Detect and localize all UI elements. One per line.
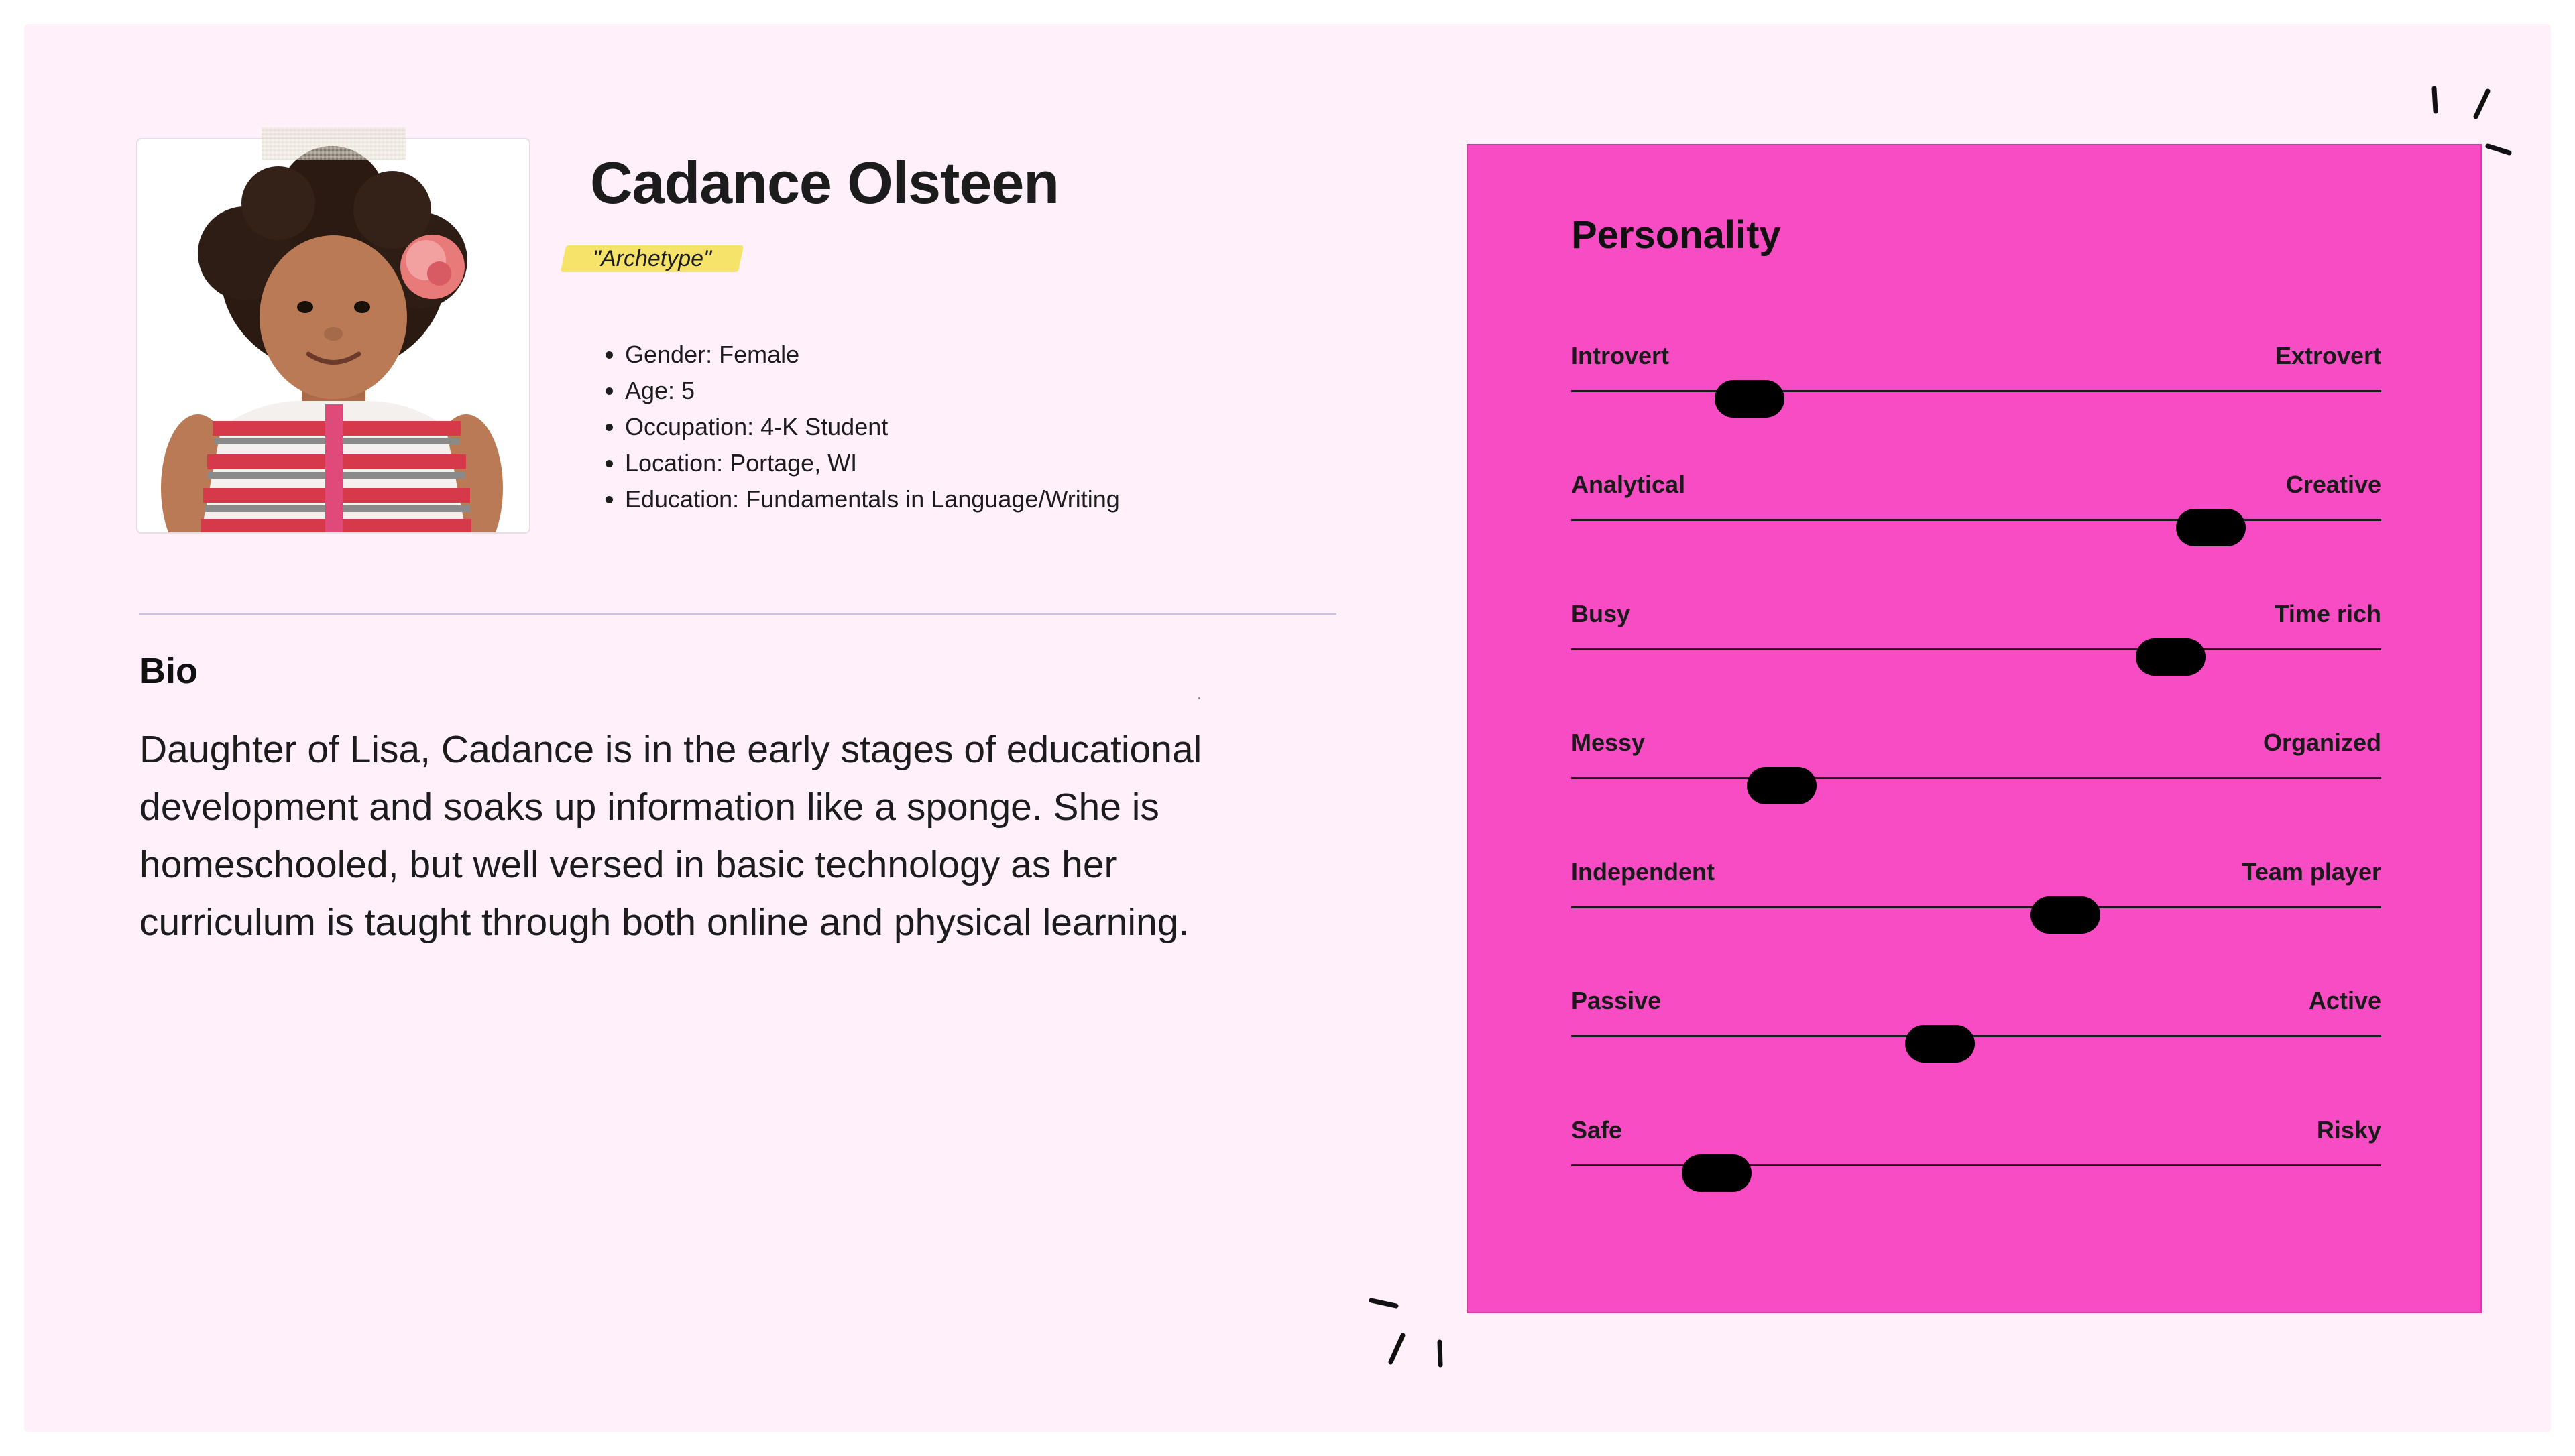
fact-education: • Education: Fundamentals in Language/Writing xyxy=(625,481,1120,518)
slider-track xyxy=(1571,519,2381,521)
slider-knob[interactable] xyxy=(1682,1154,1752,1192)
trait-left-label: Introvert xyxy=(1571,342,1670,369)
slider-knob[interactable] xyxy=(1905,1025,1975,1063)
slider-track xyxy=(1571,1035,2381,1037)
trait-right-label: Organized xyxy=(2263,729,2381,756)
trait-right-label: Time rich xyxy=(2274,600,2381,627)
trait-slider-passive-active xyxy=(1571,987,2381,1060)
sparkle-doodle-top-right xyxy=(2414,74,2548,168)
slider-knob[interactable] xyxy=(2030,896,2100,934)
persona-name: Cadance Olsteen xyxy=(590,149,1060,216)
trait-right-label: Active xyxy=(2308,987,2381,1014)
trait-slider-independent-team-player xyxy=(1571,858,2381,932)
persona-facts-list xyxy=(601,337,1120,518)
trait-left-label: Safe xyxy=(1571,1116,1623,1144)
slider-knob[interactable] xyxy=(2136,638,2206,676)
fact-age: • Age: 5 xyxy=(625,373,1120,409)
sparkle-doodle-bottom-left xyxy=(1361,1287,1469,1381)
trait-right-label: Team player xyxy=(2242,858,2381,886)
slider-track xyxy=(1571,777,2381,779)
trait-left-label: Independent xyxy=(1571,858,1715,886)
archetype-tag xyxy=(561,245,744,272)
trait-right-label: Creative xyxy=(2285,471,2381,498)
trait-left-label: Messy xyxy=(1571,729,1646,756)
trait-left-label: Passive xyxy=(1571,987,1662,1014)
slider-knob[interactable] xyxy=(1715,380,1784,418)
slider-track xyxy=(1571,648,2381,650)
trait-slider-introvert-extrovert xyxy=(1571,342,2381,416)
bio-heading: Bio xyxy=(139,651,198,691)
personality-card xyxy=(1467,144,2482,1313)
trait-right-label: Risky xyxy=(2316,1116,2381,1144)
trait-slider-messy-organized xyxy=(1571,729,2381,802)
slider-knob[interactable] xyxy=(1747,767,1817,804)
slider-track xyxy=(1571,390,2381,392)
trait-left-label: Analytical xyxy=(1571,471,1686,498)
trait-slider-busy-time-rich xyxy=(1571,600,2381,674)
trait-left-label: Busy xyxy=(1571,600,1631,627)
slider-track xyxy=(1571,906,2381,908)
photo-tape xyxy=(262,127,406,160)
child-portrait-image xyxy=(137,139,529,532)
fact-location: • Location: Portage, WI xyxy=(625,445,1120,481)
profile-photo-card xyxy=(136,138,530,534)
section-divider xyxy=(139,613,1336,615)
trait-slider-analytical-creative xyxy=(1571,471,2381,544)
fact-occupation: • Occupation: 4-K Student xyxy=(625,409,1120,445)
fact-gender: • Gender: Female xyxy=(625,337,1120,373)
personality-heading: Personality xyxy=(1571,213,1781,257)
stray-dot xyxy=(1198,697,1200,699)
trait-slider-safe-risky xyxy=(1571,1116,2381,1190)
trait-right-label: Extrovert xyxy=(2275,342,2381,369)
bio-text: Daughter of Lisa, Cadance is in the early stages of educational development and soaks up information like a sponge. She is homeschooled, but well versed in basic technology as her curriculum is taught through both online and physical learning. xyxy=(139,728,1202,944)
archetype-label: "Archetype" xyxy=(593,245,712,271)
slider-knob[interactable] xyxy=(2176,509,2246,546)
